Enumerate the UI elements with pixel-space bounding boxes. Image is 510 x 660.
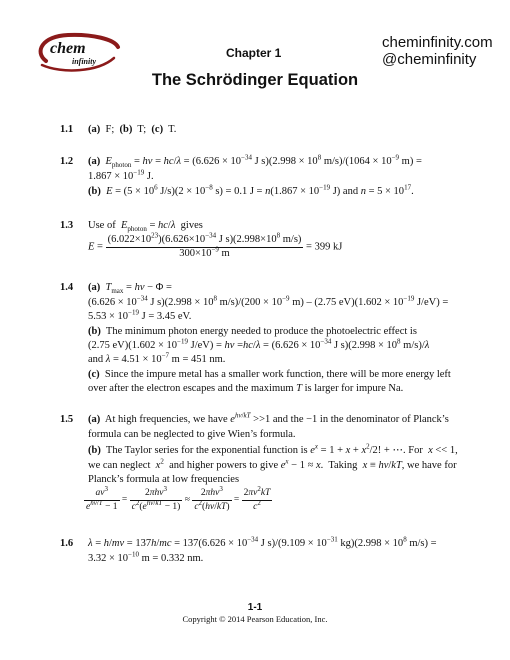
problem-1-3-line1: Use of $E_{photon} = hc/\lambda$ gives: [88, 220, 203, 234]
problem-1-4-a2: ($6.626 \times 10^{-34}$ J $s)(2.998 \times 10^8$ $m/s)/(200 \times 10^{-9}$ m) – (2.75 $eV)(1.602 \times 10^{-19}$ J/eV) =: [88, 294, 449, 308]
social-handle: @cheminfinity: [382, 51, 477, 68]
problem-1-6-line2: $3.32 \times 10^{-10}$ m = 0.332 nm.: [88, 550, 204, 564]
website-link[interactable]: cheminfinity.com: [382, 34, 493, 51]
problem-1-4-a3: $5.53 \times 10^{-19}$ J = 3.45 eV.: [88, 308, 192, 322]
page-number: 1-1: [247, 602, 263, 613]
problem-number: 1.2: [60, 156, 74, 167]
problem-number: 1.6: [60, 538, 74, 549]
problem-1-4-a1: (a) $T_{max} = h\nu - \Phi$ =: [88, 282, 172, 296]
chem-infinity-logo: [32, 30, 124, 76]
problem-1-4-b1: (b) The minimum photon energy needed to produce the photoelectric effect is: [88, 326, 417, 337]
chapter-label: Chapter 1: [226, 46, 282, 60]
problem-1-5-b3: Planck’s formula at low frequencies: [88, 474, 240, 485]
problem-1-2-line-b: (b) $E = (5 \times 10^6$ $J/s)(2 \times 10^{-8}$ s) = 0.1 $J = n(1.867 \times 10^{-19}$ J) and $n = 5 \times 10^{17}$.: [88, 183, 414, 197]
problem-1-3-equation: E = $\frac{(6.022\times 10^{23})(6.626\times 10^{-34} J s)(2.998\times 10^8 m/s)}{300\times 10^{-9} m}$ = 399 kJ: [88, 231, 343, 259]
problem-number: 1.3: [60, 220, 74, 231]
problem-1-4-c1: (c) Since the impure metal has a smaller work function, there will be more energy left: [88, 369, 451, 380]
copyright-notice: Copyright © 2014 Pearson Education, Inc.: [182, 614, 328, 624]
problem-1-5-b2: we can neglect $x^2$ and higher powers to give $e^x - 1 \approx x$. Taking x ≡ hν/kT, we have for: [88, 457, 457, 471]
problem-1-4-b3: and $\lambda = 4.51 \times 10^{-7}$ m = 451 nm.: [88, 351, 226, 365]
problem-1-5-b1: (b) The Taylor series for the exponential function is $e^x = 1 + x + x^2/2$! + ⋯. For x << 1,: [88, 442, 458, 456]
page-title: The Schrödinger Equation: [151, 71, 359, 89]
problem-1-5-a1: (a) At high frequencies, we have $e^{h\nu/kT} >>1$ and the −1 in the denominator of Planck’s: [88, 411, 449, 425]
logo-word-chem: chem: [50, 40, 86, 57]
problem-1-2-line-a2: $1.867 \times 10^{-19}$ J.: [88, 168, 154, 182]
problem-1-6-line1: $\lambda = h/mv = 137h/mc = 137(6.626 \times 10^{-34}$ J $s)/(9.109 \times 10^{-31}$ $kg)(2.998 \times 10^8$ m/s) =: [88, 535, 437, 549]
problem-1-5-a2: formula can be neglected to give Wien’s formula.: [88, 429, 296, 440]
problem-number: 1.1: [60, 124, 74, 135]
problem-number: 1.4: [60, 282, 74, 293]
problem-1-4-b2: (2.75 $eV)(1.602 \times 10^{-19}$ $J/eV) = h\nu =hc/\lambda = (6.626 \times 10^{-34}$ J $s)(2.998 \times 10^8$ m/s)/λ: [88, 337, 430, 351]
problem-1-2-line-a1: (a) $E_{photon} = h\nu = hc/\lambda = (6.626 \times 10^{-34}$ J $s)(2.998 \times 10^8$ $m/s)/(1064 \times 10^{-9}$ m) =: [88, 153, 422, 170]
problem-1-4-c2: over after the electron escapes and the maximum T is larger for impure Na.: [88, 383, 404, 394]
problem-1-5-equation: $\frac{a\nu^3}{e^{h\nu/T} - 1}$ = $\frac{2\pi h\nu^3}{c^2(e^{h\nu/kT} - 1)}$ ≈ $\frac{2\pi h\nu^3}{c^2(h\nu/kT)}$ = $\frac{2\pi\nu^2kT}{c^2}$: [86, 484, 271, 512]
site-info: [382, 34, 493, 68]
problem-number: 1.5: [60, 414, 74, 425]
logo-word-infinity: infinity: [72, 57, 97, 66]
problem-1-1-answer: (a) F; (b) T; (c) T.: [88, 124, 177, 135]
